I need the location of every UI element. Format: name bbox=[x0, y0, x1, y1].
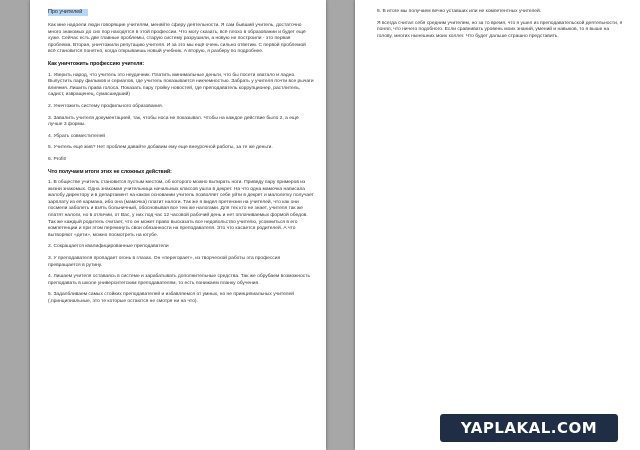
paragraph: 6. Profit! bbox=[48, 156, 67, 162]
paragraph: 2. Сокращается квалифицированные преподаватели bbox=[48, 244, 169, 250]
section-heading: Что получаем итоги этих не сложных действий: bbox=[48, 168, 172, 175]
paragraph: 6. В итоге мы получаем вечно уставших или не компетентных учителей. bbox=[377, 9, 542, 14]
paragraph: 1. В обществе учитель становится пустым местом, об которого можно вытирать ноги. Приведу пару примеров из жизни знакомых. Одна знакомая учительница начальных классов ушла в декрет. На что одна мамочка написала жалобу директору и в департамент на каком основании учитель позволяет себе уйти в декрет и малолетку получает зарплату из её кармана, ибо она (мамочка) платит налоги. Так же я видел претензии на учителей, что как они посмели заболеть и взять больничный, обосновывая все тем же налогами. Для тех кто не знает, учителя так же платят налоги, но в отличии, от Вас, у них под час 12 часовой рабочий день и нет оплачиваемых формой обедов. Так же каждый родитель считает, что он может право высказать все недовольство учителю, усомниться в его компетенции и при этом перекинуть свои обязанности на преподавателя. Это что касается родителей. А что вытворяют «дети», можно посмотреть на ютубе. bbox=[48, 180, 314, 238]
paragraph: 4. Убрать совместителей bbox=[48, 133, 106, 139]
section-heading: Как уничтожить профессию учителя: bbox=[48, 60, 145, 67]
page-1-content bbox=[48, 0, 314, 311]
paragraph: 5. Задалбливаем самых стойких преподавателей и избавляемся от умных, но не принципиальных учителей (,принципиальные, это те которые остаются не смотря ни на что). bbox=[48, 292, 294, 304]
paragraph: 2. Уничтожить систему профильного образования. bbox=[48, 103, 163, 109]
paragraph: 3. Завалить учителя документацией, так, чтобы носа не показывал. Чтобы на каждое действие было 2, а ещё лучше 3 формы. bbox=[48, 115, 299, 128]
paragraph: Я всегда считал себя средним учителем, но за то время, что я ушел из преподавательской деятельности, я понял, что ничего подобного. Если сравнивать уровень моих знаний, умений и навыков, то я выше на голову, многих нынешних моих коллег. Что будет дальше страшно представить. bbox=[377, 20, 623, 39]
watermark-logo: YAPLAKAL.COM bbox=[440, 414, 618, 442]
document-title: Про учителей bbox=[48, 9, 88, 16]
paragraph: 1. Уверить народ, что учитель это неудачник. Платить минимальные деньги, что бы посети хватало и ладно. Выпустить пару фильмов и сериалов, где учитель показывается никчемностью. Забрать у учителя почти все рычаги влияния. Лишить права голоса. Показать пару тройку новостей, где преподаватель коррупционер, растлитель, садист, извращенец, сумасшедший) bbox=[48, 72, 314, 98]
document-page-1 bbox=[30, 0, 326, 450]
page-2-content bbox=[377, 9, 626, 45]
page-2-text-blocks bbox=[377, 9, 626, 40]
paragraph: 3. У преподавателя пропадает огонь в глазах. Он «перегорает», из творческой работы эта профессия превращается в рутину. bbox=[48, 256, 281, 268]
page-1-text-blocks bbox=[48, 23, 314, 306]
paragraph: 4. Лишаем учителя оставаясь в системе и зарабатывать дополнительные средства. Так же обрубаем возможность преподавать в школе университетским преподавателям, то есть понижаем планку обучения. bbox=[48, 274, 311, 286]
paragraph: 5. Учитель ещё жив? Нет проблем давайте добавим ему еще внеурочной работы, за те же деньги. bbox=[48, 145, 273, 151]
paragraph: Как мне надоели люди говорящие учителям, меняйте сферу деятельности. Я сам бывший учитель, достаточно много знакомых до сих пор находятся в этой профессии. Что могу сказать, всё плохо в образовании и будет ещё хуже. Сейчас есть две главные проблемы, старую систему разрушили, а новую не построили - это первая проблема. Вторая, уничтожили репутацию учителя. И за это мы ещё очень сильно ответим. С первой проблемой всё становится понятно, когда открываешь новый учебник. А вторую, я разберу по подробнее. bbox=[48, 23, 306, 55]
document-page-2 bbox=[355, 0, 640, 450]
